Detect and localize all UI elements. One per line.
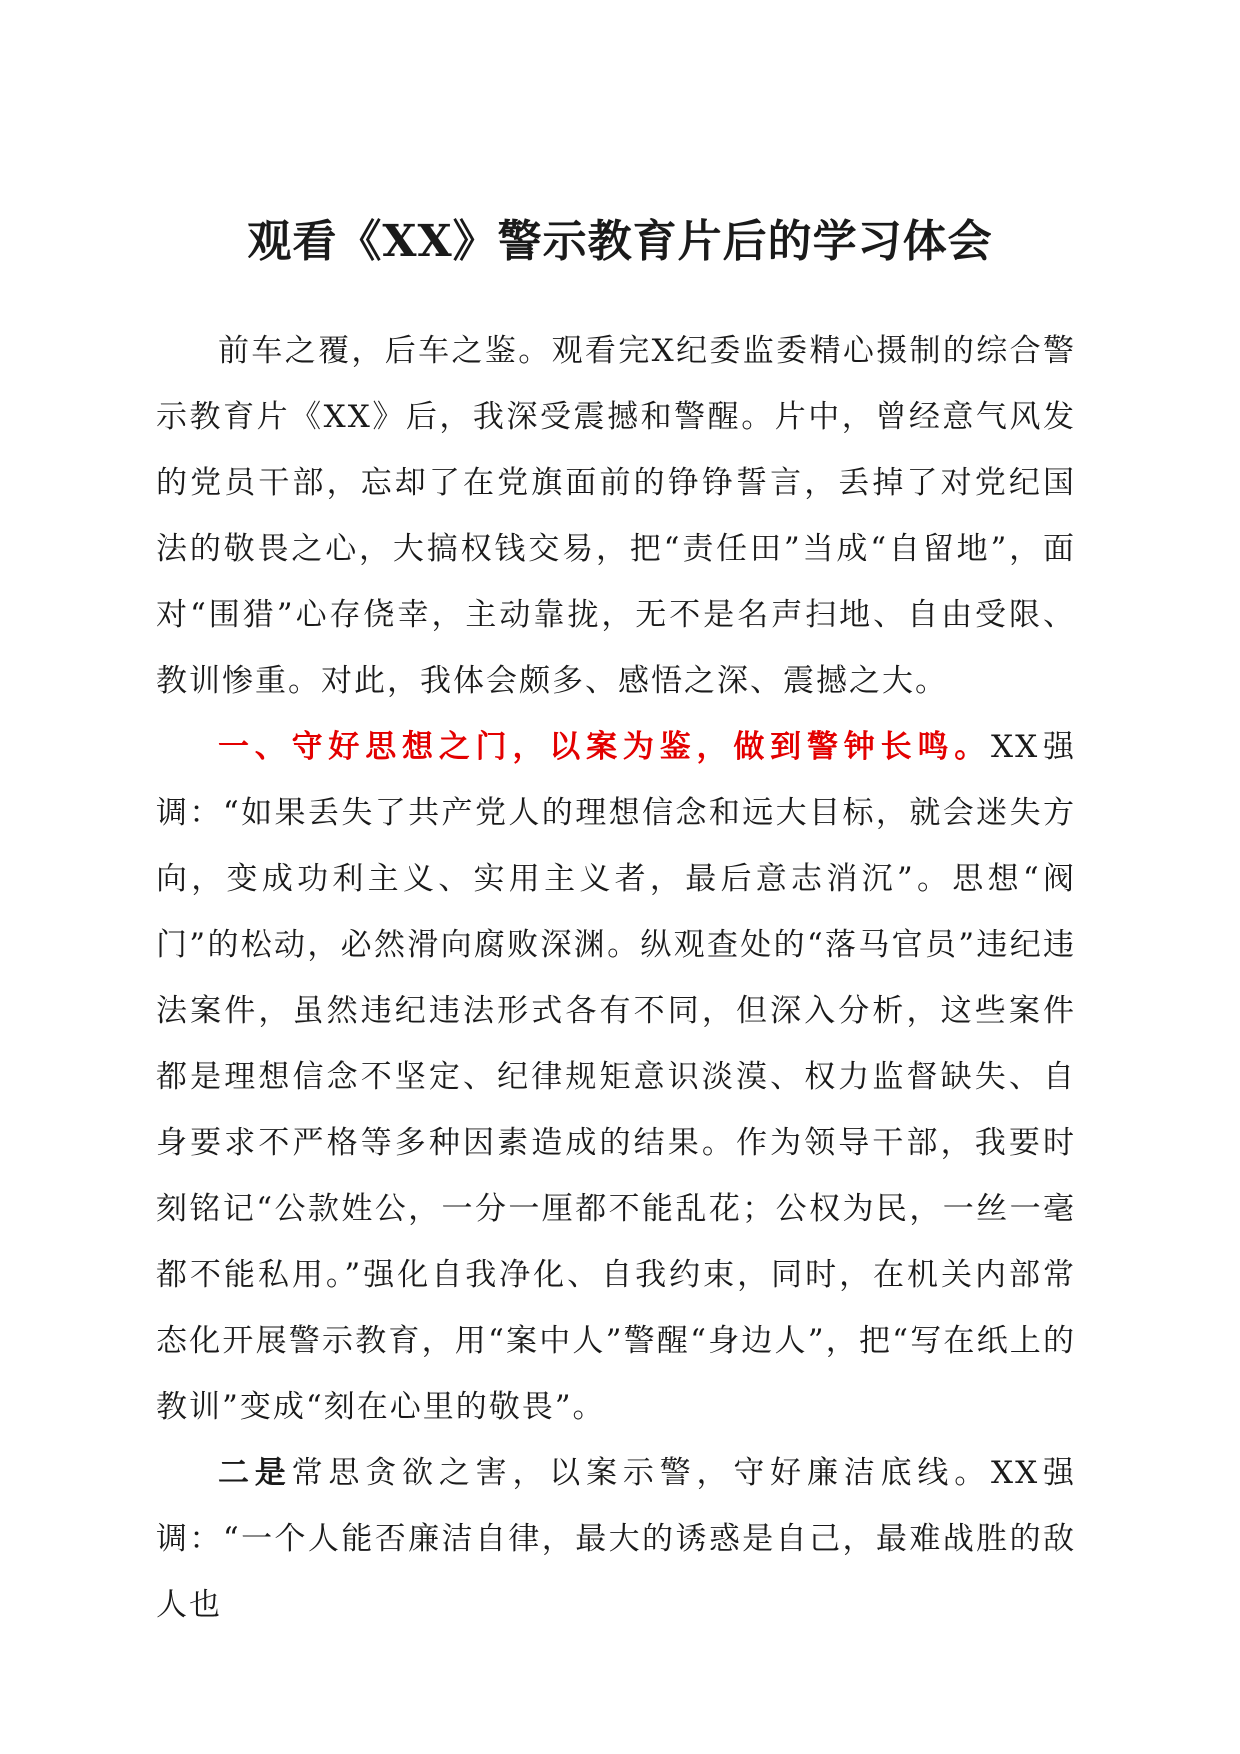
document-title: 观看《XX》警示教育片后的学习体会 [247, 216, 993, 267]
section-1-text: XX强调：“如果丢失了共产党人的理想信念和远大目标，就会迷失方向，变成功利主义、实用主义者，最后意志消沉”。思想“阀门”的松动，必然滑向腐败深渊。纵观查处的“落马官员”违纪违法案件，虽然违纪违法形式各有不同，但深入分析，这些案件都是理想信念不坚定、纪律规矩意识淡漠、权力监督缺失、自身要求不严格等多种因素造成的结果。作为领导干部，我要时刻铭记“公款姓公，一分一厘都不能乱花；公权为民，一丝一毫都不能私用。”强化自我净化、自我约束，同时，在机关内部常态化开展警示教育，用“案中人”警醒“身边人”，把“写在纸上的教训”变成“刻在心里的敬畏”。 [156, 729, 1076, 1425]
document-body [156, 318, 1076, 1638]
paragraph-intro-text: 前车之覆，后车之鉴。观看完X纪委监委精心摄制的综合警示教育片《XX》后，我深受震撼和警醒。片中，曾经意气风发的党员干部，忘却了在党旗面前的铮铮誓言，丢掉了对党纪国法的敬畏之心，大搞权钱交易，把“责任田”当成“自留地”，面对“围猎”心存侥幸，主动靠拢，无不是名声扫地、自由受限、教训惨重。对此，我体会颇多、感悟之深、震撼之大。 [156, 333, 1076, 699]
section-2-lead: 二是 [218, 1455, 292, 1491]
paragraph-section-1 [156, 714, 1076, 1440]
section-1-heading: 一、守好思想之门，以案为鉴，做到警钟长鸣。 [218, 729, 992, 765]
paragraph-intro [156, 318, 1076, 714]
paragraph-section-2 [156, 1440, 1076, 1638]
section-2-text: 常思贪欲之害，以案示警，守好廉洁底线。XX强调：“一个人能否廉洁自律，最大的诱惑是自己，最难战胜的敌人也 [156, 1455, 1076, 1623]
